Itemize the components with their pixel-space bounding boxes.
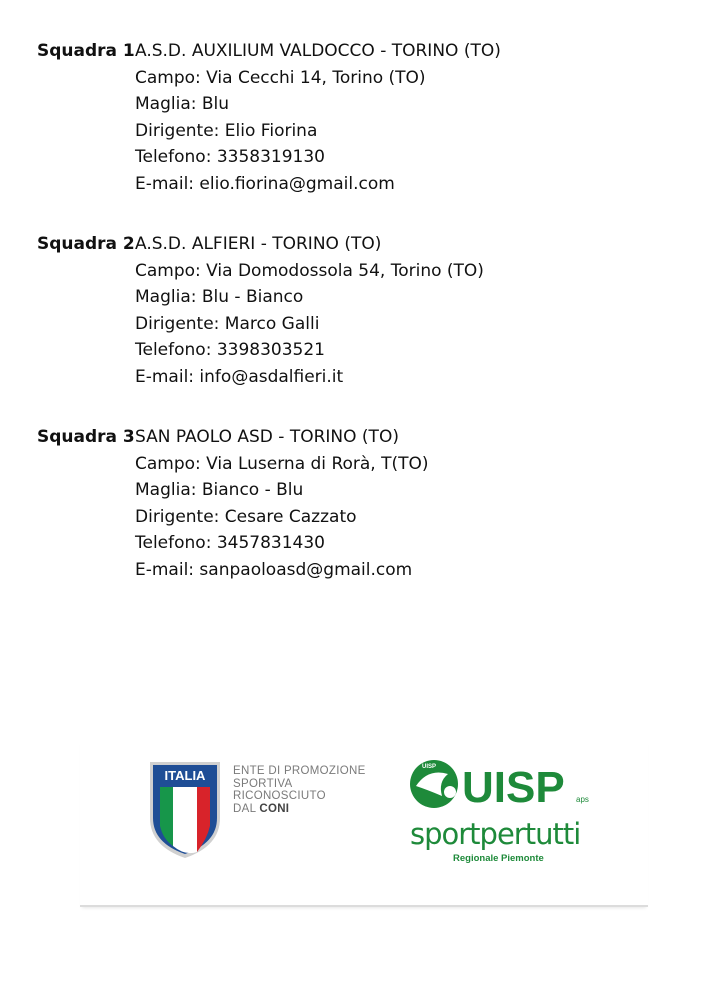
team-manager: Dirigente: Cesare Cazzato [135, 506, 357, 527]
uisp-aps: aps [576, 795, 589, 804]
team-manager: Dirigente: Marco Galli [135, 313, 320, 334]
coni-prefix: DAL [233, 802, 260, 815]
coni-line-last [233, 803, 366, 816]
coni-line: RICONOSCIUTO [233, 790, 326, 802]
shield-label: ITALIA [164, 768, 206, 783]
team-jersey: Maglia: Bianco - Blu [135, 480, 304, 500]
uisp-wordmark: UISP [462, 763, 565, 812]
coni-shield-logo [148, 760, 222, 860]
uisp-logo [408, 756, 598, 871]
team-block-3 [37, 424, 697, 583]
team-label: Squadra 1 [37, 41, 135, 61]
team-manager: Dirigente: Elio Fiorina [135, 120, 318, 141]
team-name-line [37, 231, 697, 258]
team-jersey: Maglia: Blu - Bianco [135, 287, 304, 307]
team-phone: Telefono: 3358319130 [135, 147, 325, 167]
uisp-emblem-icon [410, 760, 458, 808]
coni-line: SPORTIVA [233, 777, 293, 790]
team-field: Campo: Via Cecchi 14, Torino (TO) [135, 67, 426, 88]
team-name: A.S.D. ALFIERI - TORINO (TO) [135, 234, 382, 254]
team-label: Squadra 3 [37, 427, 135, 447]
team-name: A.S.D. AUXILIUM VALDOCCO - TORINO (TO) [135, 41, 501, 61]
uisp-tagline: sportpertutti [410, 817, 581, 851]
footer-logos [80, 740, 648, 907]
team-email: E-mail: elio.fiorina@gmail.com [135, 173, 395, 194]
team-email: E-mail: info@asdalfieri.it [135, 366, 344, 387]
team-field: Campo: Via Luserna di Rorà, T(TO) [135, 453, 429, 474]
team-field: Campo: Via Domodossola 54, Torino (TO) [135, 260, 484, 281]
team-name-line [37, 424, 697, 451]
team-phone: Telefono: 3457831430 [135, 533, 325, 553]
team-label: Squadra 2 [37, 234, 135, 254]
coni-line: ENTE DI PROMOZIONE [233, 765, 366, 777]
team-phone: Telefono: 3398303521 [135, 340, 325, 360]
team-name: SAN PAOLO ASD - TORINO (TO) [135, 427, 399, 447]
uisp-emblem-label: UISP [422, 764, 437, 770]
coni-word: CONI [259, 802, 290, 815]
coni-recognition-text [233, 765, 366, 815]
team-block-2 [37, 231, 697, 390]
uisp-region: Regionale Piemonte [453, 853, 544, 864]
team-jersey: Maglia: Blu [135, 94, 230, 114]
team-block-1 [37, 38, 697, 197]
team-name-line [37, 38, 697, 65]
team-email: E-mail: sanpaoloasd@gmail.com [135, 559, 413, 580]
